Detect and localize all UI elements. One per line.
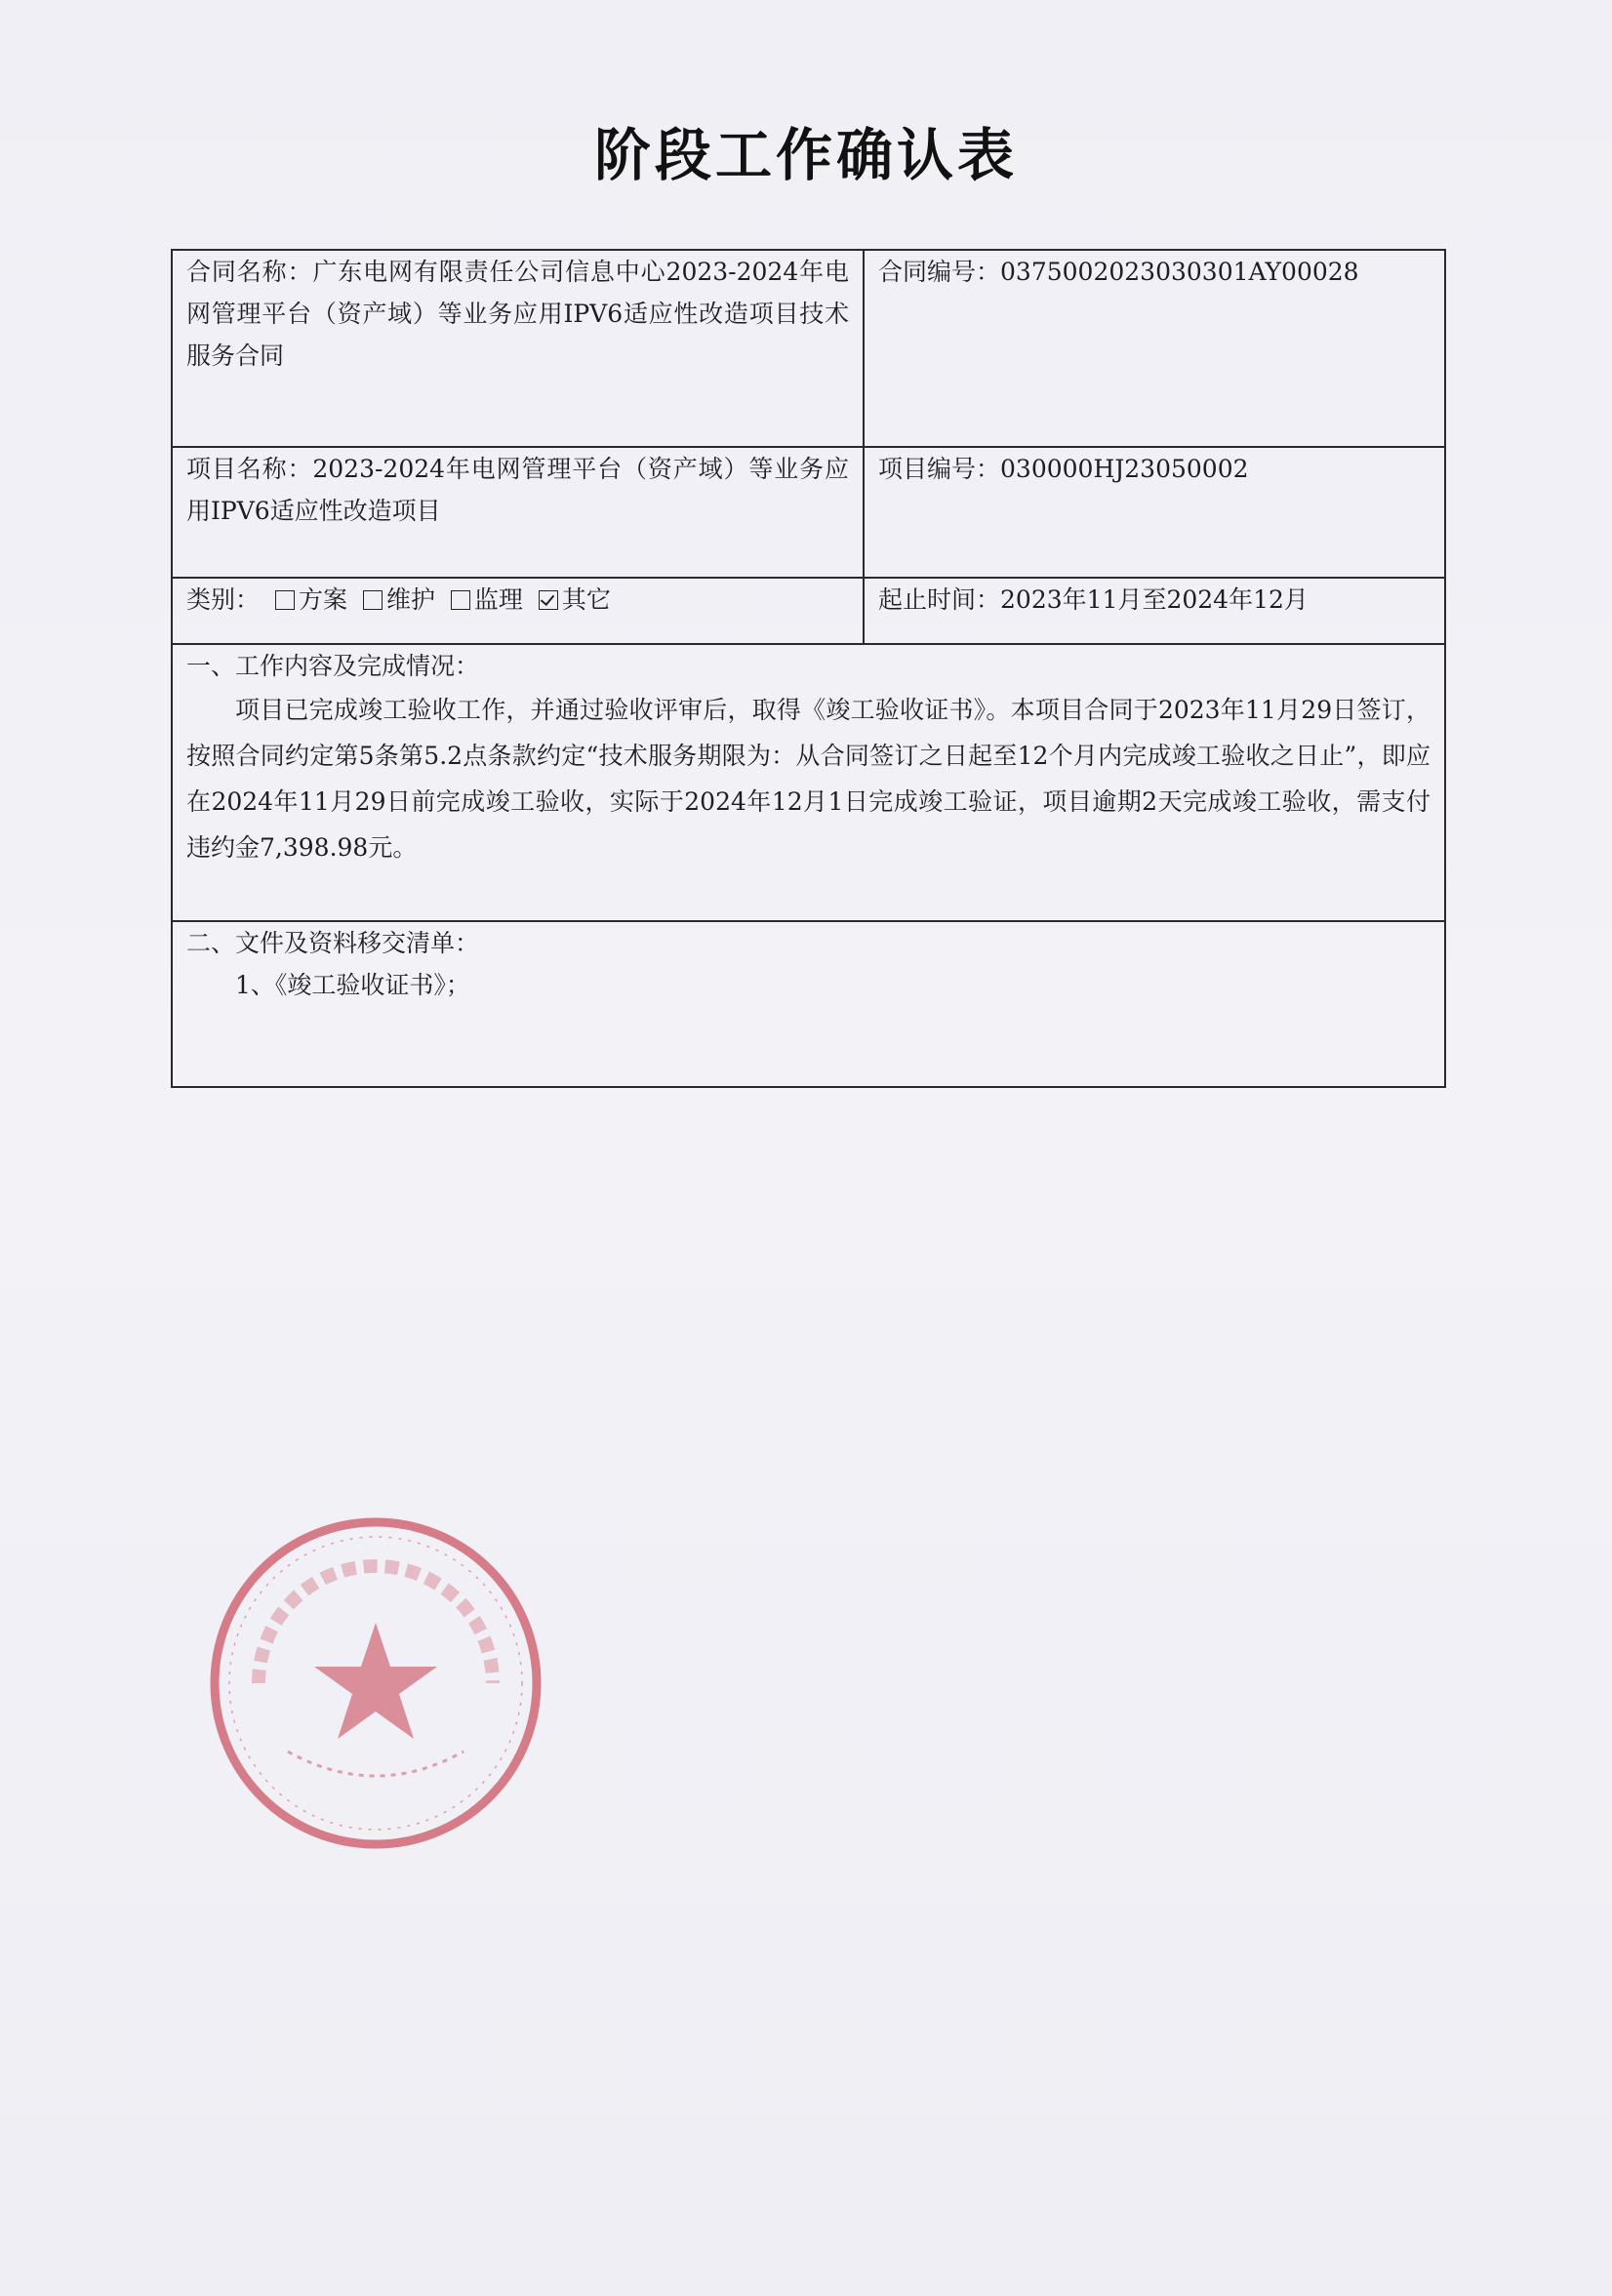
checkbox-option-plan [275,590,295,610]
category-row [172,578,1445,644]
contract-number-value: 0375002023030301AY00028 [1000,258,1359,286]
contract-name-value: 广东电网有限责任公司信息中心2023-2024年电网管理平台（资产域）等业务应用IPV6适应性改造项目技术服务合同 [186,258,849,370]
project-name-value: 2023-2024年电网管理平台（资产域）等业务应用IPV6适应性改造项目 [186,455,849,525]
contract-name-cell [172,250,864,447]
project-number-value: 030000HJ23050002 [1000,455,1249,483]
company-seal-stamp [200,1508,551,1859]
period-cell [864,578,1445,644]
option-label-other: 其它 [561,585,611,614]
work-content-row [172,644,1445,921]
section1-body: 项目已完成竣工验收工作，并通过验收评审后，取得《竣工验收证书》。本项目合同于2023年11月29日签订，按照合同约定第5条第5.2点条款约定“技术服务期限为：从合同签订之日起至12个月内完成竣工验收之日止”，即应在2024年11月29日前完成竣工验收，实际于2024年12月1日完成竣工验证，项目逾期2天完成竣工验收，需支付违约金7,398.98元。 [186,696,1431,862]
period-label: 起止时间： [878,585,1001,614]
document-title: 阶段工作确认表 [593,122,1018,188]
project-number-label: 项目编号： [878,455,1001,483]
period-value: 2023年11月至2024年12月 [1000,585,1309,614]
project-row [172,447,1445,578]
seal-bottom-code-line [288,1752,463,1776]
checkbox-option-other-checked [539,590,558,610]
option-label-supervision: 监理 [473,585,523,614]
confirmation-form-table [171,249,1446,1088]
work-content-cell [172,644,1445,921]
project-name-cell [172,447,864,578]
checkbox-option-maintenance [363,590,383,610]
contract-number-label: 合同编号： [878,258,1001,286]
section2-heading: 二、文件及资料移交清单： [186,929,480,957]
option-label-maintenance: 维护 [385,585,435,614]
seal-star-icon [314,1623,437,1739]
file-list-row [172,921,1445,1087]
contract-row [172,250,1445,447]
category-label: 类别： [186,585,261,614]
file-list-item: 1、《竣工验收证书》； [235,971,470,999]
contract-name-label: 合同名称： [186,258,313,286]
file-list-cell [172,921,1445,1087]
checkbox-option-supervision [451,590,470,610]
option-label-plan: 方案 [298,585,347,614]
project-number-cell [864,447,1445,578]
project-name-label: 项目名称： [186,455,313,483]
category-cell [172,578,864,644]
contract-number-cell [864,250,1445,447]
section1-heading: 一、工作内容及完成情况： [186,652,480,680]
